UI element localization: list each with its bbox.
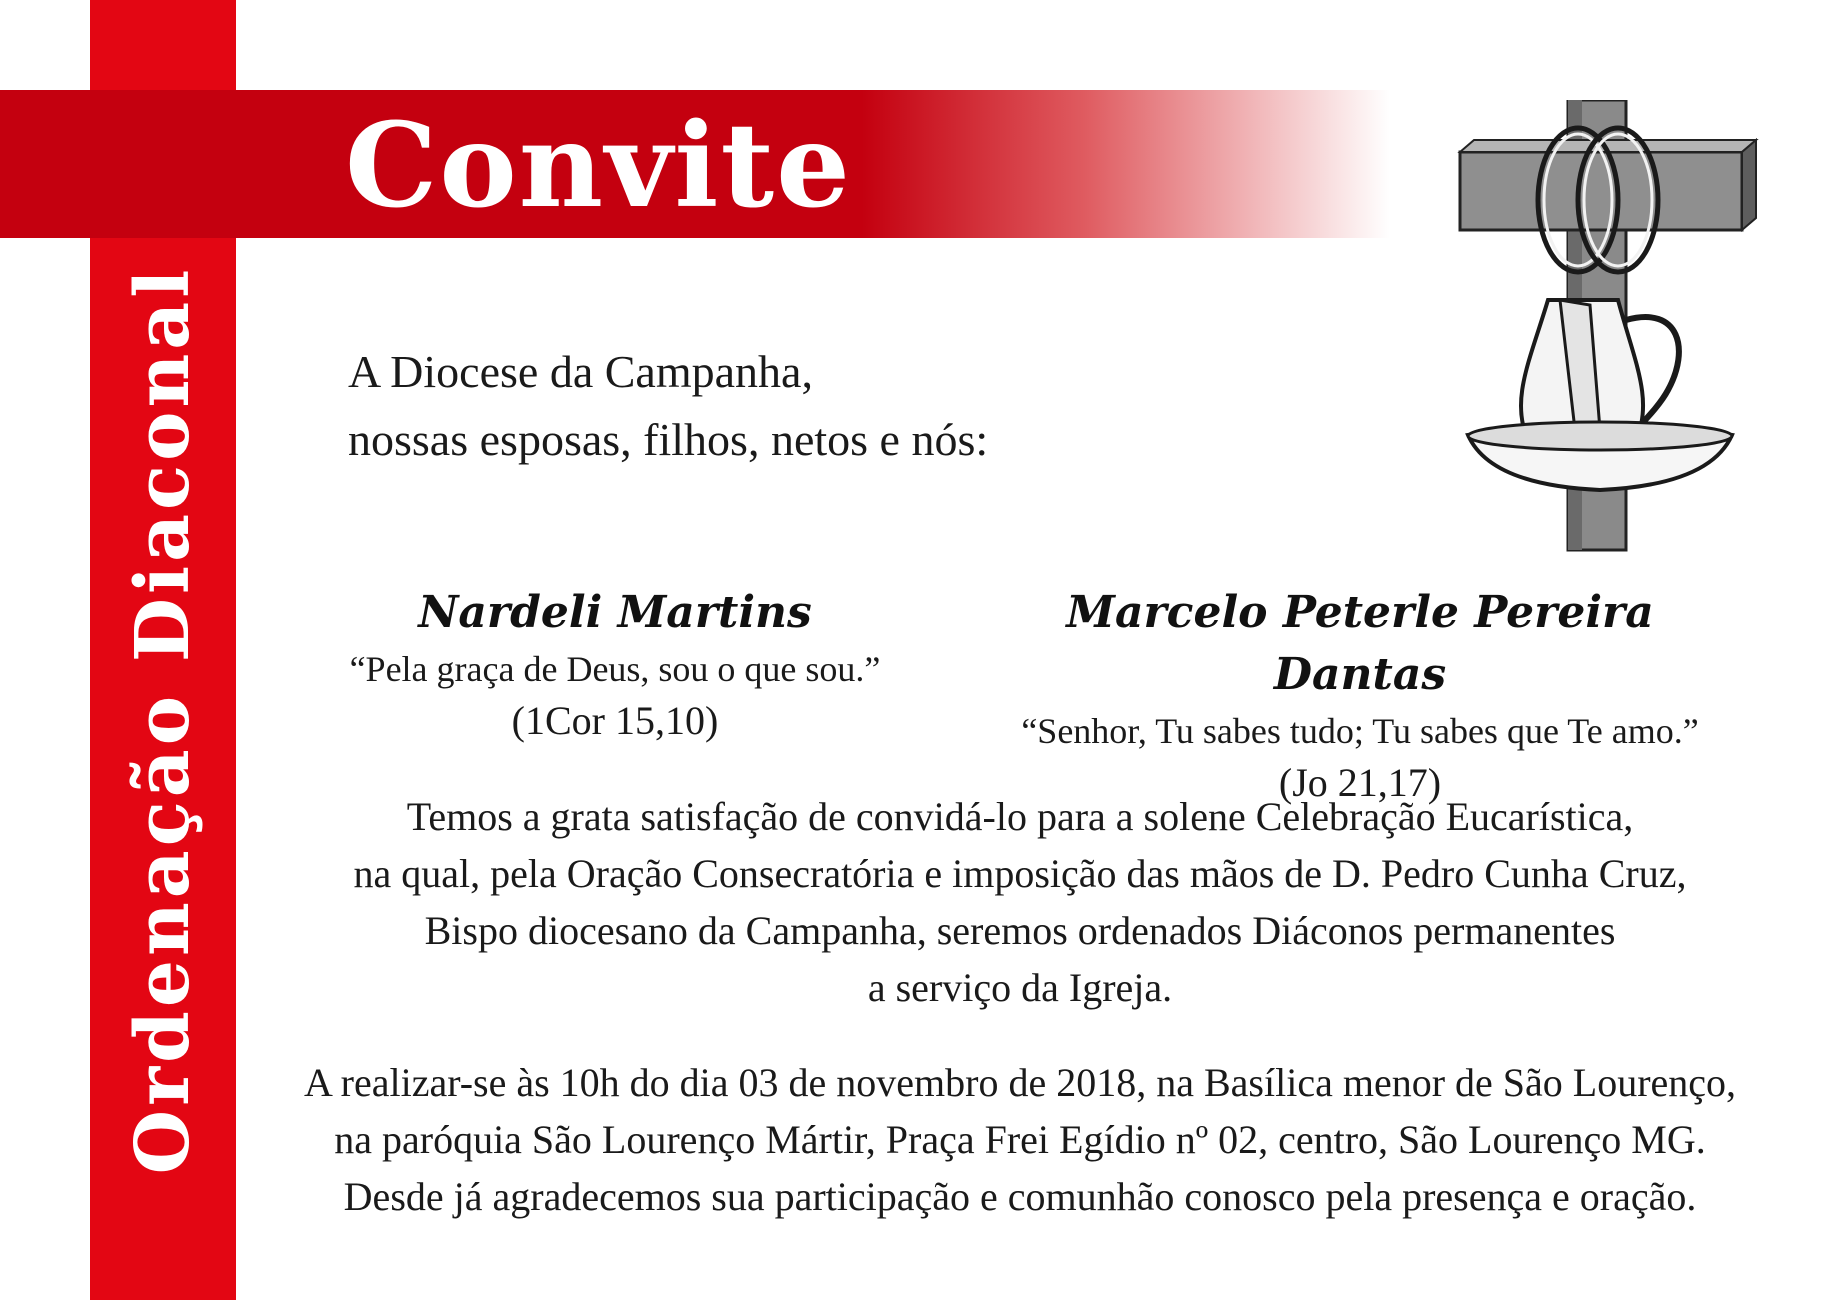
ordinand-name: Marcelo Peterle Pereira Dantas — [1066, 587, 1654, 700]
ordinand-quote: “Pela graça de Deus, sou o que sou.” — [349, 649, 881, 689]
intro-text — [348, 338, 988, 474]
invitation-line: Bispo diocesano da Campanha, seremos ordenados Diáconos permanentes — [424, 908, 1616, 953]
ordinand-1 — [320, 582, 910, 748]
intro-line-2: nossas esposas, filhos, netos e nós: — [348, 414, 989, 465]
side-title: Ordenação Diaconal — [120, 265, 206, 1175]
details-line: na paróquia São Lourenço Mártir, Praça Frei Egídio nº 02, centro, São Lourenço MG. — [334, 1117, 1706, 1162]
ordinand-quote: “Senhor, Tu sabes tudo; Tu sabes que Te amo.” — [1021, 711, 1699, 751]
invitation-line: Temos a grata satisfação de convidá-lo para a solene Celebração Eucarística, — [406, 794, 1634, 839]
invitation-paragraph — [280, 788, 1760, 1016]
invitation-line: na qual, pela Oração Consecratória e imposição das mãos de D. Pedro Cunha Cruz, — [353, 851, 1687, 896]
cross-with-rings-pitcher-basin-icon — [1440, 100, 1760, 560]
ordinand-name: Nardeli Martins — [418, 587, 812, 638]
details-line: A realizar-se às 10h do dia 03 de novembro de 2018, na Basílica menor de São Lourenço, — [303, 1060, 1737, 1105]
ordinand-2 — [990, 582, 1730, 810]
ordinand-reference: (Jo 21,17) — [1278, 760, 1442, 805]
details-paragraph — [280, 1054, 1760, 1225]
intro-line-1: A Diocese da Campanha, — [348, 346, 813, 397]
ordinand-reference: (1Cor 15,10) — [511, 698, 719, 743]
invitation-line: a serviço da Igreja. — [867, 965, 1173, 1010]
header-title: Convite — [345, 98, 852, 234]
details-line: Desde já agradecemos sua participação e comunhão conosco pela presença e oração. — [343, 1174, 1697, 1219]
